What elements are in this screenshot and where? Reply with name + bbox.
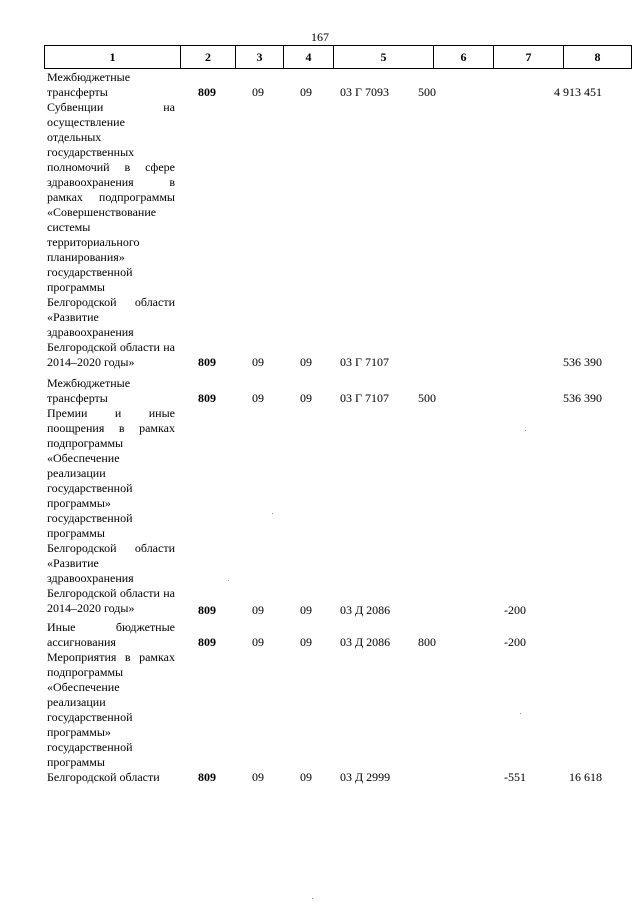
column-header-2: 2 [180, 46, 235, 68]
cell-col5: 03 Г 7107 [340, 355, 389, 369]
cell-col6: 800 [418, 635, 436, 649]
scan-speck [525, 430, 526, 431]
row-description: Мероприятия в рамках подпрограммы «Обеспечение реализации государственной программы» государственной программы Белгородской области [47, 650, 175, 784]
column-header-4: 4 [283, 46, 333, 68]
cell-col3: 09 [252, 635, 264, 649]
row-description: Премии и иные поощрения в рамках подпрограммы «Обеспечение реализации государственной программы» государственной программы Белгородской области «Развитие здравоохранения Белгородской области на 2014–2020 годы» [47, 406, 175, 615]
cell-col8: 4 913 451 [554, 85, 602, 99]
column-header-1: 1 [44, 46, 180, 68]
cell-col2: 809 [198, 391, 216, 405]
column-header-3: 3 [235, 46, 283, 68]
cell-col6: 500 [418, 85, 436, 99]
cell-col2: 809 [198, 85, 216, 99]
row-description: Субвенции на осуществление отдельных государственных полномочий в сфере здравоохранения в рамках подпрограммы «Совершенствование системы территориального планирования» государственной программы Белгородской области «Развитие здравоохранения Белгородской области на 2014–2020 годы» [47, 100, 175, 369]
scan-speck [312, 898, 313, 899]
cell-col5: 03 Г 7107 [340, 391, 389, 405]
column-header-8: 8 [563, 46, 632, 68]
cell-col2: 809 [198, 355, 216, 369]
cell-col3: 09 [252, 85, 264, 99]
cell-col2: 809 [198, 603, 216, 617]
cell-col4: 09 [300, 355, 312, 369]
column-header-5: 5 [333, 46, 433, 68]
cell-col2: 809 [198, 635, 216, 649]
cell-col3: 09 [252, 355, 264, 369]
cell-col4: 09 [300, 770, 312, 784]
cell-col5: 03 Г 7093 [340, 85, 389, 99]
scan-speck [272, 513, 273, 514]
row-description: Межбюджетные трансферты [47, 70, 131, 99]
cell-col7: -200 [504, 635, 526, 649]
cell-col5: 03 Д 2086 [340, 603, 391, 617]
cell-col6: 500 [418, 391, 436, 405]
cell-col8: 536 390 [563, 391, 602, 405]
cell-col8: 16 618 [569, 770, 602, 784]
scan-speck [520, 713, 521, 714]
cell-col3: 09 [252, 770, 264, 784]
scan-speck [228, 580, 229, 581]
table-header [44, 45, 632, 69]
cell-col3: 09 [252, 391, 264, 405]
column-header-7: 7 [493, 46, 563, 68]
cell-col8: 536 390 [563, 355, 602, 369]
cell-col5: 03 Д 2999 [340, 770, 391, 784]
cell-col4: 09 [300, 391, 312, 405]
row-description: Иные бюджетные ассигнования [47, 620, 175, 649]
row-description: Межбюджетные трансферты [47, 376, 131, 405]
cell-col7: -551 [504, 770, 526, 784]
cell-col2: 809 [198, 770, 216, 784]
page-number: 167 [311, 30, 329, 44]
cell-col4: 09 [300, 603, 312, 617]
cell-col4: 09 [300, 635, 312, 649]
cell-col7: -200 [504, 603, 526, 617]
cell-col4: 09 [300, 85, 312, 99]
cell-col5: 03 Д 2086 [340, 635, 391, 649]
cell-col3: 09 [252, 603, 264, 617]
column-header-6: 6 [433, 46, 493, 68]
